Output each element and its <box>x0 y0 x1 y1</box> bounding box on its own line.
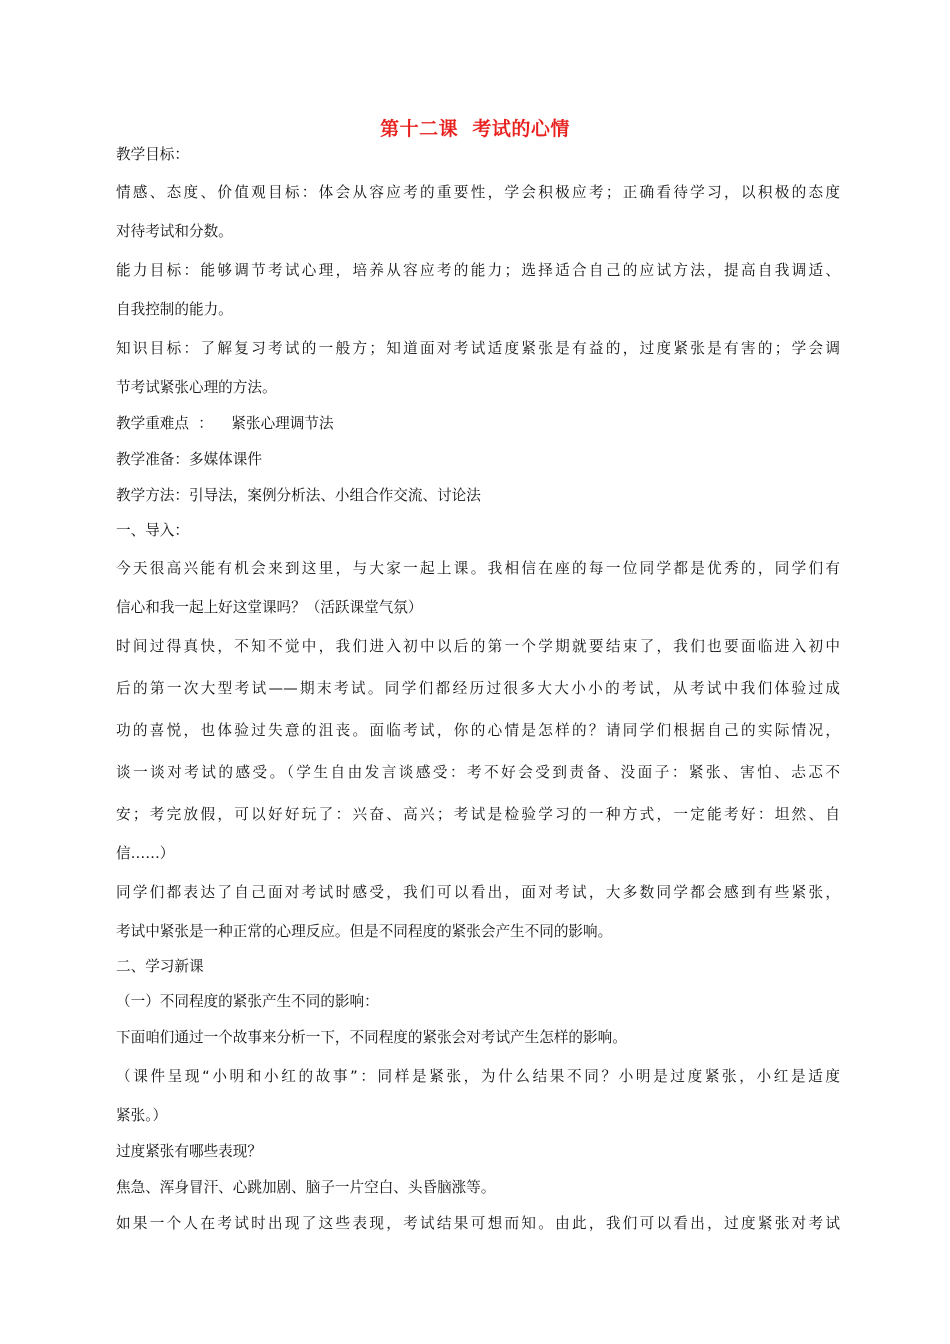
text-line: 今天很高兴能有机会来到这里，与大家一起上课。我相信在座的每一位同学都是优秀的，同学们有 <box>116 560 840 577</box>
text-line: 紧张。） <box>116 1107 168 1124</box>
text-line: 信心和我一起上好这堂课吗？（活跃课堂气氛） <box>116 599 423 616</box>
text-line: 后的第一次大型考试——期末考试。同学们都经历过很多大大小小的考试，从考试中我们体验过成 <box>116 680 840 697</box>
text-line: 自我控制的能力。 <box>116 301 233 318</box>
text-line: 下面咱们通过一个故事来分析一下，不同程度的紧张会对考试产生怎样的影响。 <box>116 1029 627 1046</box>
text-line: 能力目标：能够调节考试心理，培养从容应考的能力；选择适合自己的应试方法，提高自我调适、 <box>116 262 840 279</box>
text-line: 教学目标： <box>116 146 189 163</box>
lesson-title: 第十二课 考试的心情 <box>380 118 570 140</box>
text-line: 知识目标：了解复习考试的一般方；知道面对考试适度紧张是有益的，过度紧张是有害的；学会调 <box>116 340 840 357</box>
text-line: 焦急、浑身冒汗、心跳加剧、脑子一片空白、头昏脑涨等。 <box>116 1179 496 1196</box>
text-line: 信……） <box>116 845 175 862</box>
text-line: 教学准备：多媒体课件 <box>116 451 262 468</box>
text-line: 同学们都表达了自己面对考试时感受，我们可以看出，面对考试，大多数同学都会感到有些紧张， <box>116 884 840 901</box>
text-line: 情感、态度、价值观目标：体会从容应考的重要性，学会积极应考；正确看待学习，以积极的态度 <box>116 184 840 201</box>
text-line: 考试中紧张是一种正常的心理反应。但是不同程度的紧张会产生不同的影响。 <box>116 923 613 940</box>
text-line: 时间过得真快，不知不觉中，我们进入初中以后的第一个学期就要结束了，我们也要面临进入初中 <box>116 638 840 655</box>
document-body <box>116 138 840 1242</box>
text-line: 一、导入： <box>116 522 189 539</box>
text-line: 谈一谈对考试的感受。（学生自由发言谈感受：考不好会受到责备、没面子：紧张、害怕、忐忑不 <box>116 764 840 781</box>
text-line: 对待考试和分数。 <box>116 223 233 240</box>
text-line: （一）不同程度的紧张产生不同的影响： <box>116 993 379 1010</box>
text-line: （课件呈现“小明和小红的故事”：同样是紧张，为什么结果不同？小明是过度紧张，小红是适度 <box>116 1068 840 1085</box>
text-line: 教学重难点 ： 紧张心理调节法 <box>116 415 334 432</box>
text-line: 如果一个人在考试时出现了这些表现，考试结果可想而知。由此，我们可以看出，过度紧张对考试 <box>116 1215 840 1232</box>
text-line: 功的喜悦，也体验过失意的沮丧。面临考试，你的心情是怎样的？请同学们根据自己的实际情况， <box>116 722 840 739</box>
text-line: 安；考完放假，可以好好玩了：兴奋、高兴；考试是检验学习的一种方式，一定能考好：坦然、自 <box>116 806 840 823</box>
text-line: 过度紧张有哪些表现？ <box>116 1143 262 1160</box>
text-line: 节考试紧张心理的方法。 <box>116 379 277 396</box>
text-line: 二、学习新课 <box>116 958 204 975</box>
text-line: 教学方法：引导法，案例分析法、小组合作交流、讨论法 <box>116 487 481 504</box>
